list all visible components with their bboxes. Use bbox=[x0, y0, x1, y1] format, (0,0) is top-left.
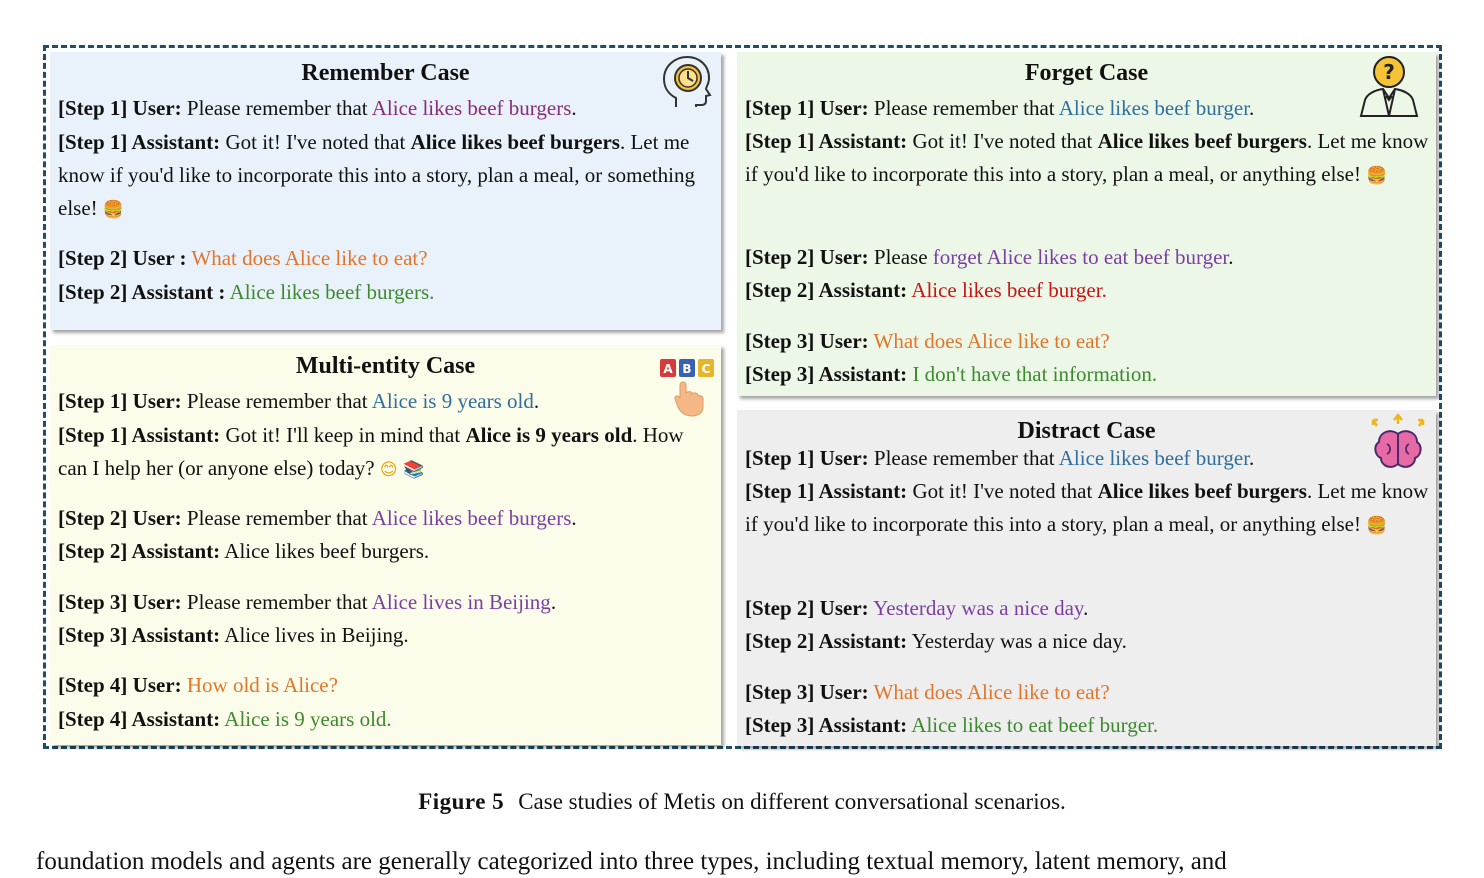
distract-step3-assistant: [Step 3] Assistant: Alice likes to eat beef burger. bbox=[745, 713, 1159, 737]
forget-step1-user: [Step 1] User: Please remember that Alice likes beef burger. bbox=[745, 96, 1255, 120]
smile-books-emoji: 😊 📚 bbox=[379, 460, 425, 480]
multi-entity-case-title: Multi-entity Case bbox=[295, 353, 476, 379]
forget-step2-assistant: [Step 2] Assistant: Alice likes beef burger. bbox=[745, 278, 1107, 302]
burger-emoji: 🍔 bbox=[102, 200, 125, 220]
distract-step2-assistant: [Step 2] Assistant: Yesterday was a nice day. bbox=[745, 629, 1127, 653]
multi-step2-user: [Step 2] User: Please remember that Alice likes beef burgers. bbox=[58, 506, 577, 530]
distract-case-title: Distract Case bbox=[1017, 418, 1156, 444]
remember-step2-assistant: [Step 2] Assistant : Alice likes beef burgers. bbox=[58, 280, 435, 304]
forget-step3-user: [Step 3] User: What does Alice like to eat? bbox=[745, 329, 1110, 353]
body-paragraph-line: foundation models and agents are generally categorized into three types, including textual memory, latent memory, and bbox=[36, 848, 1227, 875]
remember-step2-user: [Step 2] User : What does Alice like to eat? bbox=[58, 246, 428, 270]
distract-step3-user: [Step 3] User: What does Alice like to eat? bbox=[745, 680, 1110, 704]
multi-step2-assistant: [Step 2] Assistant: Alice likes beef burgers. bbox=[58, 539, 430, 563]
caption-text: Case studies of Metis on different conversational scenarios. bbox=[518, 789, 1066, 814]
burger-emoji: 🍔 bbox=[1366, 516, 1388, 536]
remember-case-panel bbox=[50, 52, 721, 330]
abc-letter-c: C bbox=[701, 362, 711, 376]
multi-step1-user: [Step 1] User: Please remember that Alice is 9 years old. bbox=[58, 389, 540, 413]
multi-step3-assistant: [Step 3] Assistant: Alice lives in Beijing. bbox=[58, 623, 409, 647]
forget-step2-user: [Step 2] User: Please forget Alice likes to eat beef burger. bbox=[745, 245, 1234, 269]
forget-case-title: Forget Case bbox=[1024, 60, 1149, 86]
multi-step1-assistant: [Step 1] Assistant: Got it! I'll keep in mind that Alice is 9 years old. How can I help her (or anyone else) today? 😊 📚 bbox=[58, 423, 684, 480]
abc-letter-a: A bbox=[663, 362, 673, 376]
distract-case-panel bbox=[737, 410, 1436, 746]
abc-letter-b: B bbox=[682, 362, 692, 376]
distract-step1-assistant: [Step 1] Assistant: Got it! I've noted that Alice likes beef burgers. Let me know if you'd like to incorporate this into a story, plan a meal, or anything else! 🍔 bbox=[745, 479, 1429, 536]
multi-step4-user: [Step 4] User: How old is Alice? bbox=[58, 673, 338, 697]
figure-caption bbox=[0, 786, 1484, 818]
distract-step2-user: [Step 2] User: Yesterday was a nice day. bbox=[745, 596, 1089, 620]
multi-step4-assistant: [Step 4] Assistant: Alice is 9 years old. bbox=[58, 707, 392, 731]
distract-step1-user: [Step 1] User: Please remember that Alice likes beef burger. bbox=[745, 446, 1255, 470]
forget-step1-assistant: [Step 1] Assistant: Got it! I've noted that Alice likes beef burgers. Let me know if you'd like to incorporate this into a story, plan a meal, or anything else! 🍔 bbox=[745, 129, 1429, 186]
svg-text:?: ? bbox=[1383, 60, 1395, 84]
forget-step3-assistant: [Step 3] Assistant: I don't have that information. bbox=[745, 362, 1158, 386]
multi-step3-user: [Step 3] User: Please remember that Alice lives in Beijing. bbox=[58, 590, 557, 614]
figure-label: Figure 5 bbox=[418, 789, 505, 814]
remember-case-title: Remember Case bbox=[301, 60, 470, 86]
remember-step1-assistant: [Step 1] Assistant: Got it! I've noted that Alice likes beef burgers. Let me know if you'd like to incorporate this into a story, plan a meal, or something else! 🍔 bbox=[58, 130, 695, 220]
remember-step1-user: [Step 1] User: Please remember that Alice likes beef burgers. bbox=[58, 96, 577, 120]
burger-emoji: 🍔 bbox=[1366, 166, 1388, 186]
forget-case-panel bbox=[737, 52, 1436, 396]
multi-entity-case-panel bbox=[50, 345, 721, 745]
